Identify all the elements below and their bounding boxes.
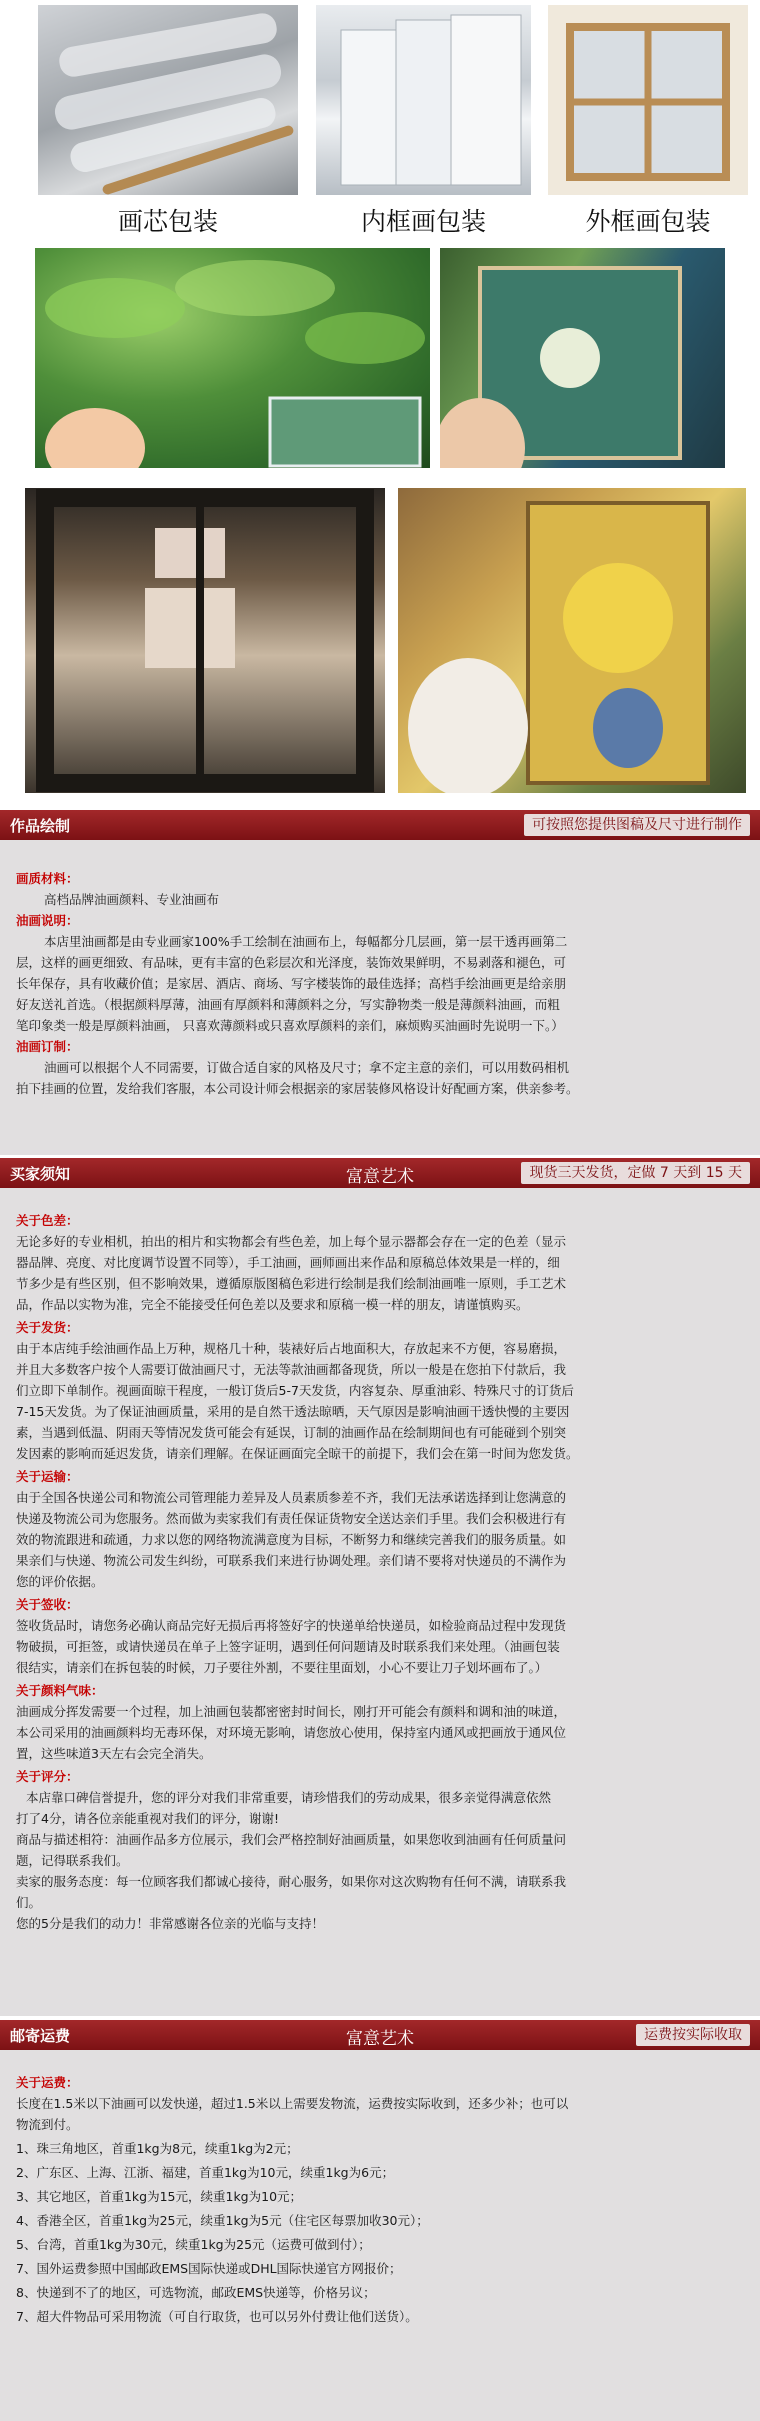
rolled-canvas-icon — [38, 5, 298, 195]
shipping-intro-line: 物流到付。 — [16, 2117, 79, 2132]
notice-line: 签收货品时，请您务必确认商品完好无损后再将签好字的快递单给快递员，如检验商品过程中发现货 — [16, 1618, 567, 1633]
desc-line: 笔印象类一般是厚颜料油画， 只喜欢薄颜料或只喜欢厚颜料的亲们，麻烦购买油画时先说明一下。） — [16, 1018, 564, 1033]
shipping-item: 8、快递到不了的地区，可选物流，邮政EMS快递等，价格另议； — [16, 2285, 376, 2300]
notice-line: 商品与描述相符：油画作品多方位展示，我们会严格控制好油画质量，如果您收到油画有任何质量问 — [16, 1832, 567, 1847]
wooden-crate-icon — [548, 5, 748, 195]
section-title-notice: 买家须知 — [10, 1165, 71, 1183]
notice-title-rating: 关于评分： — [16, 1769, 79, 1784]
caption-outer-frame-packaging: 外框画包装 — [585, 207, 711, 236]
notice-line: 卖家的服务态度：每一位顾客我们都诚心接待，耐心服务，如果你对这次购物有任何不满，请联系我 — [16, 1874, 567, 1889]
photo-lotus-pond — [35, 248, 430, 468]
section-header-shipping-fee — [0, 2020, 760, 2050]
notice-line: 物破损，可拒签，或请快递员在单子上签字证明，遇到任何问题请及时联系我们来处理。（油画包装 — [16, 1639, 560, 1654]
shipping-item: 3、其它地区，首重1kg为15元，续重1kg为10元； — [16, 2189, 303, 2204]
notice-line: 由于全国各快递公司和物流公司管理能力差异及人员素质参差不齐，我们无法承诺选择到让您满意的 — [16, 1490, 567, 1505]
caption-canvas-packaging: 画芯包装 — [117, 207, 218, 236]
notice-line: 本店靠口碑信誉提升，您的评分对我们非常重要，请珍惜我们的劳动成果，很多亲觉得满意依然 — [26, 1790, 552, 1805]
packaging-photo-outer-frame — [548, 5, 748, 195]
brand-name: 富意艺术 — [346, 1167, 414, 1187]
shipping-item: 5、台湾，首重1kg为30元，续重1kg为25元（运费可做到付）； — [16, 2237, 371, 2252]
notice-line: 您的评价依据。 — [16, 1574, 104, 1589]
notice-line: 素，当遇到低温、阴雨天等情况发货可能会有延误，订制的油画作品在绘制期间也有可能碰到个别突 — [16, 1425, 567, 1440]
notice-line: 油画成分挥发需要一个过程，加上油画包装都密密封时间长，刚打开可能会有颜料和调和油的味道， — [16, 1704, 567, 1719]
desc-line: 长年保存，具有收藏价值；是家居、酒店、商场、写字楼装饰的最佳选择；高档手绘油画更是给亲朋 — [16, 976, 567, 991]
notice-line: 由于本店纯手绘油画作品上万种，规格几十种，装裱好后占地面积大，存放起来不方便，容易磨损， — [16, 1341, 567, 1356]
shipping-item: 2、广东区、上海、江浙、福建，首重1kg为10元，续重1kg为6元； — [16, 2165, 395, 2180]
desc-line: 层，这样的画更细致、有品味，更有丰富的色彩层次和光泽度，装饰效果鲜明，不易剥落和褪色，可 — [16, 955, 567, 970]
notice-line: 打了4分，请各位亲能重视对我们的评分，谢谢! — [16, 1811, 279, 1826]
order-line: 油画可以根据个人不同需要，订做合适自家的风格及尺寸；拿不定主意的亲们，可以用数码相机 — [44, 1060, 570, 1075]
notice-line: 很结实，请亲们在拆包装的时候，刀子要往外割，不要往里面划，小心不要让刀子划坏画布了。） — [16, 1660, 548, 1675]
shipping-item: 4、香港全区，首重1kg为25元，续重1kg为5元（住宅区每票加收30元）； — [16, 2213, 429, 2228]
notice-line: 7-15天发货。为了保证油画质量，采用的是自然干透法晾晒，天气原因是影响油画干透快慢的主要因 — [16, 1404, 570, 1419]
shipping-intro-line: 长度在1.5米以下油画可以发快递，超过1.5米以上需要发物流，运费按实际收到，还多少补；也可以 — [16, 2096, 569, 2111]
brand-name: 富意艺术 — [346, 2029, 414, 2049]
material-title: 画质材料： — [16, 871, 79, 886]
notice-line: 们立即下单制作。视画面晾干程度，一般订货后5-7天发货，内容复杂、厚重油彩、特殊尺寸的订货后 — [16, 1383, 574, 1398]
notice-title-odor: 关于颜料气味： — [16, 1683, 104, 1698]
notice-line: 您的5分是我们的动力！非常感谢各位亲的光临与支持！ — [16, 1916, 324, 1931]
shipping-title: 关于运费： — [16, 2075, 79, 2090]
notice-line: 果亲们与快递、物流公司发生纠纷，可联系我们来进行协调处理。亲们请不要将对快递员的不满作为 — [16, 1553, 567, 1568]
notice-line: 本公司采用的油画颜料均无毒环保，对环境无影响，请您放心使用，保持室内通风或把画放于通风位 — [16, 1725, 567, 1740]
notice-line: 题，记得联系我们。 — [16, 1853, 129, 1868]
notice-line: 发因素的影响而延迟发货，请亲们理解。在保证画面完全晾干的前提下，我们会在第一时间为您发货。 — [16, 1446, 579, 1461]
notice-title-signing: 关于签收： — [16, 1597, 79, 1612]
notice-title-transport: 关于运输： — [16, 1469, 79, 1484]
photo-painter-at-easel — [440, 248, 725, 468]
notice-title-color: 关于色差： — [16, 1213, 79, 1228]
gallery-door-icon — [25, 488, 385, 793]
shipping-item: 7、超大件物品可采用物流（可自行取货，也可以另外付费让他们送货）。 — [16, 2309, 418, 2324]
packaging-photo-inner-frame — [316, 5, 531, 195]
notice-panel — [0, 1188, 760, 2016]
painter-easel-icon — [440, 248, 725, 468]
notice-line: 器品牌、亮度、对比度调节设置不同等），手工油画，画师画出来作品和原稿总体效果是一样的，细 — [16, 1255, 560, 1270]
shipping-item: 7、国外运费参照中国邮政EMS国际快递或DHL国际快递官方网报价； — [16, 2261, 402, 2276]
order-line: 拍下挂画的位置，发给我们客服，本公司设计师会根据亲的家居装修风格设计好配画方案，供亲参考。 — [16, 1081, 579, 1096]
shipping-panel — [0, 2050, 760, 2421]
notice-line: 无论多好的专业相机，拍出的相片和实物都会有些色差，加上每个显示器都会存在一定的色差（显示 — [16, 1234, 567, 1249]
section-note-artwork: 可按照您提供图稿及尺寸进行制作 — [524, 814, 750, 836]
caption-inner-frame-packaging: 内框画包装 — [360, 207, 486, 236]
notice-title-shipping: 关于发货： — [16, 1320, 79, 1335]
section-note-shipping-fee: 运费按实际收取 — [636, 2024, 750, 2046]
notice-line: 快递及物流公司为您服务。然而做为卖家我们有责任保证货物安全送达亲们手里。我们会积极进行有 — [16, 1511, 567, 1526]
desc-line: 本店里油画都是由专业画家100%手工绘制在油画布上，每幅都分几层画，第一层干透再画第二 — [44, 934, 568, 949]
material-text: 高档品牌油画颜料、专业油画布 — [44, 892, 220, 907]
artwork-panel — [0, 840, 760, 1155]
desc-title: 油画说明： — [16, 913, 79, 928]
photo-painter-flower-painting — [398, 488, 746, 793]
section-header-artwork — [0, 810, 760, 840]
order-title: 油画订制： — [16, 1039, 79, 1054]
flower-painting-icon — [398, 488, 746, 793]
notice-line: 效的物流跟进和疏通，力求以您的网络物流满意度为目标，不断努力和继续完善我们的服务质量。如 — [16, 1532, 567, 1547]
section-header-notice — [0, 1158, 760, 1188]
section-note-notice: 现货三天发货，定做 7 天到 15 天 — [521, 1162, 750, 1184]
lotus-leaves-icon — [35, 248, 430, 468]
notice-line: 置，这些味道3天左右会完全消失。 — [16, 1746, 212, 1761]
section-title-shipping-fee: 邮寄运费 — [10, 2027, 71, 2045]
section-title-artwork: 作品绘制 — [10, 817, 71, 835]
wrapped-frames-icon — [316, 5, 531, 195]
packaging-photo-canvas — [38, 5, 298, 195]
notice-line: 并且大多数客户按个人需要订做油画尺寸，无法等款油画都备现货，所以一般是在您拍下付款后，我 — [16, 1362, 567, 1377]
desc-line: 好友送礼首选。（根据颜料厚薄，油画有厚颜料和薄颜料之分，写实静物类一般是薄颜料油画，而粗 — [16, 997, 560, 1012]
notice-line: 们。 — [16, 1895, 42, 1910]
notice-line: 节多少是有些区别，但不影响效果，遵循原版图稿色彩进行绘制是我们绘制油画唯一原则，手工艺术 — [16, 1276, 567, 1291]
notice-line: 品，作品以实物为准，完全不能接受任何色差以及要求和原稿一模一样的朋友，请谨慎购买。 — [16, 1297, 529, 1312]
shipping-item: 1、珠三角地区，首重1kg为8元，续重1kg为2元； — [16, 2141, 299, 2156]
photo-gallery-storefront — [25, 488, 385, 793]
